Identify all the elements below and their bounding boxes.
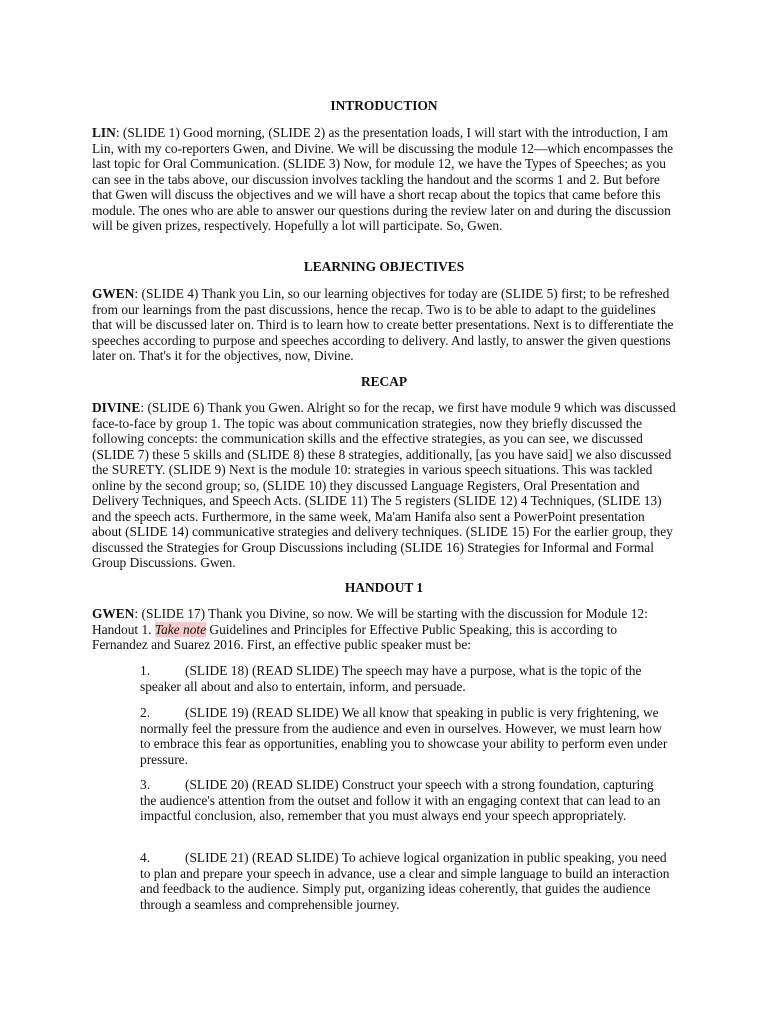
list-item-text: (SLIDE 18) (READ SLIDE) The speech may have a purpose, what is the topic of the speaker all about and also to entertain, inform, and persuade. (140, 663, 642, 694)
paragraph-objectives (92, 286, 676, 364)
paragraph-handout (92, 606, 676, 653)
paragraph-text: Guidelines and Principles for Effective Public Speaking, this is according to Fernandez and Suarez 2016. First, an effective public speaker must be: (92, 621, 618, 652)
heading-introduction: INTRODUCTION (330, 98, 438, 113)
list-item (140, 850, 670, 912)
list-item (140, 705, 670, 767)
list-item-text: (SLIDE 20) (READ SLIDE) Construct your speech with a strong foundation, capturing the audience's attention from the outset and follow it with an engaging context that can lead to an impactful conclusion, also, remember that you must always end your speech appropriately. (140, 777, 661, 823)
paragraph-text: : (SLIDE 6) Thank you Gwen. Alright so for the recap, we first have module 9 which was discussed face-to-face by group 1. The topic was about communication strategies, now they briefly discussed the following concepts: the communication skills and the effective strategies, as you can see, we discussed (SLIDE 7) these 5 skills and (SLIDE 8) these 8 strategies, additionally, [as you have said] we also discussed the SURETY. (SLIDE 9) Next is the module 10: strategies in various speech situations. This was tackled online by the second group; so, (SLIDE 10) they discussed Language Registers, Oral Presentation and Delivery Techniques, and Speech Acts. (SLIDE 11) The 5 registers (SLIDE 12) 4 Techniques, (SLIDE 13) and the speech acts. Furthermore, in the same week, Ma'am Hanifa also sent a PowerPoint presentation about (SLIDE 14) communicative strategies and delivery techniques. (SLIDE 15) For the earlier group, they discussed the Strategies for Group Discussions including (SLIDE 16) Strategies for Informal and Formal Group Discussions. Gwen. (92, 400, 676, 570)
list-item (140, 777, 670, 824)
paragraph-recap (92, 400, 676, 571)
speaker-name: GWEN (92, 606, 135, 621)
paragraph-text: : (SLIDE 4) Thank you Lin, so our learning objectives for today are (SLIDE 5) first; to be refreshed from our learnings from the past discussions, hence the recap. Two is to be able to adapt to the guidelines that will be discussed later on. Third is to learn how to create better presentations. Next is to differentiate the speeches according to purpose and speeches according to delivery. And lastly, to answer the given questions later on. That's it for the objectives, now, Divine. (92, 286, 674, 363)
list-item (140, 663, 670, 694)
paragraph-text: : (SLIDE 1) Good morning, (SLIDE 2) as the presentation loads, I will start with the introduction, I am Lin, with my co-reporters Gwen, and Divine. We will be discussing the module 12—which encompasses the last topic for Oral Communication. (SLIDE 3) Now, for module 12, we have the Types of Speeches; as you can see in the tabs above, our discussion involves tackling the handout and the scorms 1 and 2. But before that Gwen will discuss the objectives and we will have a short recap about the topics that came before this module. The ones who are able to answer our questions during the review later on and during the discussion will be given prizes, respectively. Hopefully a lot will participate. So, Gwen. (92, 125, 674, 233)
list-item-text: (SLIDE 19) (READ SLIDE) We all know that speaking in public is very frightening, we normally feel the pressure from the audience and even in ourselves. However, we must learn how to embrace this fear as opportunities, enabling you to showcase your ability to perform even under pressure. (140, 705, 668, 767)
heading-recap: RECAP (360, 374, 408, 389)
list-item-text: (SLIDE 21) (READ SLIDE) To achieve logical organization in public speaking, you need to plan and prepare your speech in advance, use a clear and simple language to build an interaction and feedback to the audience. Simply put, organizing ideas coherently, that guides the audience through a seamless and comprehensible journey. (140, 850, 670, 912)
list-number: 4. (140, 850, 151, 865)
paragraph-text: : (SLIDE 17) Thank you Divine, so now. We will be starting with the discussion for Module 12: Handout 1. (92, 606, 648, 637)
heading-learning-objectives: LEARNING OBJECTIVES (303, 259, 465, 274)
paragraph-introduction (92, 125, 676, 234)
list-number: 2. (140, 705, 151, 720)
list-number: 3. (140, 777, 151, 792)
speaker-name: LIN (92, 125, 116, 140)
speaker-name: DIVINE (92, 400, 141, 415)
heading-handout-1: HANDOUT 1 (344, 580, 424, 595)
speaker-name: GWEN (92, 286, 135, 301)
highlighted-text: Take note (154, 621, 207, 637)
list-number: 1. (140, 663, 151, 678)
